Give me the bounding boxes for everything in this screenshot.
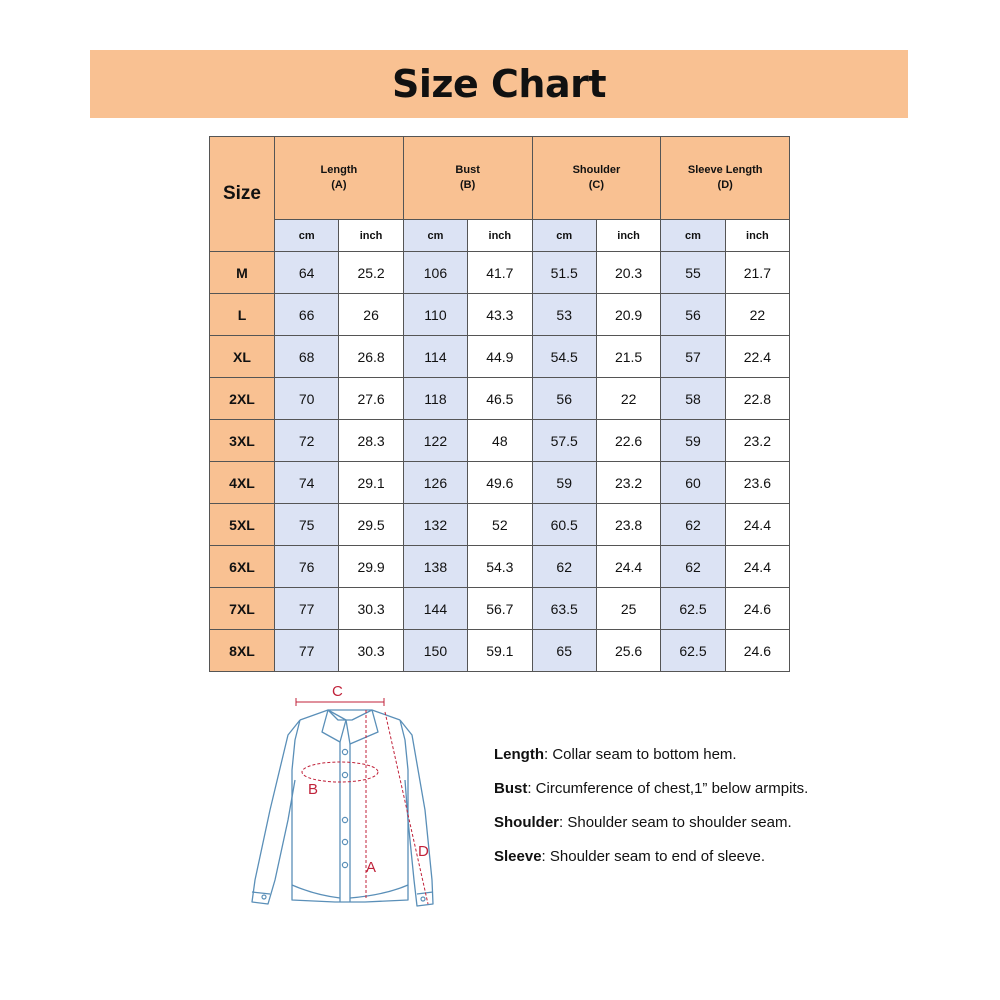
legend-desc: : Collar seam to bottom hem. [544, 746, 737, 763]
shirt-outline [252, 710, 433, 906]
size-label: 5XL [210, 504, 275, 546]
cell-inch: 41.7 [468, 252, 532, 294]
cell-cm: 62.5 [661, 630, 725, 672]
cell-inch: 23.6 [725, 462, 789, 504]
cell-inch: 52 [468, 504, 532, 546]
size-label: M [210, 252, 275, 294]
cell-cm: 72 [275, 420, 339, 462]
button-3 [342, 817, 347, 822]
group-name: Sleeve Length [687, 164, 763, 176]
cell-inch: 24.6 [725, 630, 789, 672]
cell-cm: 56 [532, 378, 596, 420]
legend-desc: : Circumference of chest,1” below armpits. [527, 780, 809, 797]
cell-inch: 48 [468, 420, 532, 462]
group-code: (A) [331, 179, 347, 191]
legend-term: Bust [494, 780, 528, 797]
cell-cm: 63.5 [532, 588, 596, 630]
cell-inch: 26 [339, 294, 403, 336]
cell-cm: 65 [532, 630, 596, 672]
group-header-length [275, 137, 404, 220]
units-row [210, 220, 790, 252]
cell-cm: 106 [403, 252, 467, 294]
cell-inch: 56.7 [468, 588, 532, 630]
cell-cm: 77 [275, 588, 339, 630]
cell-inch: 24.6 [725, 588, 789, 630]
cell-cm: 54.5 [532, 336, 596, 378]
cell-cm: 77 [275, 630, 339, 672]
cell-cm: 122 [403, 420, 467, 462]
cell-inch: 44.9 [468, 336, 532, 378]
cell-inch: 23.2 [596, 462, 660, 504]
cell-cm: 70 [275, 378, 339, 420]
cell-inch: 22.4 [725, 336, 789, 378]
cell-cm: 57.5 [532, 420, 596, 462]
cell-inch: 20.9 [596, 294, 660, 336]
cell-cm: 64 [275, 252, 339, 294]
cell-inch: 23.2 [725, 420, 789, 462]
button-1 [342, 749, 347, 754]
shirt-diagram [240, 680, 440, 920]
legend-bust [494, 778, 808, 812]
cell-inch: 24.4 [725, 504, 789, 546]
cell-inch: 22 [596, 378, 660, 420]
size-label: L [210, 294, 275, 336]
button-5 [342, 862, 347, 867]
cell-inch: 54.3 [468, 546, 532, 588]
cell-inch: 46.5 [468, 378, 532, 420]
cell-cm: 110 [403, 294, 467, 336]
group-code: (D) [717, 179, 733, 191]
legend-length [494, 744, 808, 778]
cell-inch: 25.2 [339, 252, 403, 294]
cell-cm: 51.5 [532, 252, 596, 294]
cell-inch: 20.3 [596, 252, 660, 294]
cell-inch: 24.4 [725, 546, 789, 588]
cell-cm: 150 [403, 630, 467, 672]
table-row [210, 294, 790, 336]
table-row [210, 420, 790, 462]
cell-cm: 75 [275, 504, 339, 546]
label-a: A [366, 859, 377, 876]
table-row [210, 588, 790, 630]
cell-inch: 26.8 [339, 336, 403, 378]
label-b: B [308, 781, 319, 798]
cell-inch: 29.5 [339, 504, 403, 546]
cell-inch: 30.3 [339, 630, 403, 672]
cell-cm: 60.5 [532, 504, 596, 546]
cuff-button-left [262, 895, 266, 899]
unit-cm: cm [275, 220, 339, 252]
cell-cm: 118 [403, 378, 467, 420]
legend-sleeve [494, 846, 808, 880]
label-c: C [332, 683, 343, 700]
size-column-header: Size [210, 137, 275, 252]
legend-term: Length [494, 746, 544, 763]
cell-cm: 60 [661, 462, 725, 504]
cell-cm: 55 [661, 252, 725, 294]
cell-cm: 62 [532, 546, 596, 588]
unit-cm: cm [532, 220, 596, 252]
cell-inch: 30.3 [339, 588, 403, 630]
legend-term: Sleeve [494, 848, 542, 865]
size-label: 2XL [210, 378, 275, 420]
cell-cm: 58 [661, 378, 725, 420]
size-label: 7XL [210, 588, 275, 630]
unit-inch: inch [725, 220, 789, 252]
cell-cm: 126 [403, 462, 467, 504]
cell-inch: 28.3 [339, 420, 403, 462]
group-code: (B) [460, 179, 476, 191]
cell-inch: 24.4 [596, 546, 660, 588]
cell-cm: 114 [403, 336, 467, 378]
size-table [209, 136, 790, 672]
cell-cm: 62 [661, 546, 725, 588]
cell-cm: 57 [661, 336, 725, 378]
size-label: 6XL [210, 546, 275, 588]
legend-term: Shoulder [494, 814, 560, 831]
cell-inch: 49.6 [468, 462, 532, 504]
table-row [210, 546, 790, 588]
legend-desc: : Shoulder seam to shoulder seam. [559, 814, 792, 831]
cell-cm: 66 [275, 294, 339, 336]
group-code: (C) [588, 179, 605, 191]
table-row [210, 378, 790, 420]
group-name: Length [320, 164, 358, 176]
unit-inch: inch [468, 220, 532, 252]
table-row [210, 252, 790, 294]
size-label: 3XL [210, 420, 275, 462]
cell-inch: 23.8 [596, 504, 660, 546]
group-name: Shoulder [572, 164, 621, 176]
cell-cm: 62 [661, 504, 725, 546]
legend-desc: : Shoulder seam to end of sleeve. [541, 848, 766, 865]
cell-cm: 56 [661, 294, 725, 336]
table-row [210, 462, 790, 504]
unit-cm: cm [403, 220, 467, 252]
size-label: 8XL [210, 630, 275, 672]
cell-inch: 21.7 [725, 252, 789, 294]
cell-cm: 132 [403, 504, 467, 546]
cell-inch: 22.8 [725, 378, 789, 420]
cell-inch: 25.6 [596, 630, 660, 672]
cell-cm: 59 [661, 420, 725, 462]
cuff-button-right [421, 897, 425, 901]
size-label: XL [210, 336, 275, 378]
cell-cm: 62.5 [661, 588, 725, 630]
button-4 [342, 839, 347, 844]
size-label: 4XL [210, 462, 275, 504]
unit-inch: inch [339, 220, 403, 252]
cell-inch: 22.6 [596, 420, 660, 462]
cell-inch: 21.5 [596, 336, 660, 378]
group-name: Bust [455, 164, 480, 176]
measurement-legend [494, 744, 808, 880]
group-header-shoulder [532, 137, 661, 220]
table-row [210, 504, 790, 546]
cell-cm: 59 [532, 462, 596, 504]
cell-inch: 29.9 [339, 546, 403, 588]
cell-cm: 74 [275, 462, 339, 504]
cell-cm: 144 [403, 588, 467, 630]
button-2 [342, 772, 347, 777]
size-rows [210, 252, 790, 672]
cell-cm: 76 [275, 546, 339, 588]
title-banner [90, 50, 908, 118]
table-row [210, 336, 790, 378]
group-header-sleeve-length [661, 137, 790, 220]
cell-cm: 68 [275, 336, 339, 378]
group-header-bust [403, 137, 532, 220]
unit-inch: inch [596, 220, 660, 252]
cell-inch: 59.1 [468, 630, 532, 672]
table-row [210, 630, 790, 672]
cell-inch: 43.3 [468, 294, 532, 336]
cell-inch: 27.6 [339, 378, 403, 420]
cell-cm: 53 [532, 294, 596, 336]
cell-inch: 25 [596, 588, 660, 630]
legend-shoulder [494, 812, 808, 846]
cell-cm: 138 [403, 546, 467, 588]
cell-inch: 29.1 [339, 462, 403, 504]
unit-cm: cm [661, 220, 725, 252]
cell-inch: 22 [725, 294, 789, 336]
page-title: Size Chart [391, 62, 606, 106]
label-d: D [418, 843, 429, 860]
